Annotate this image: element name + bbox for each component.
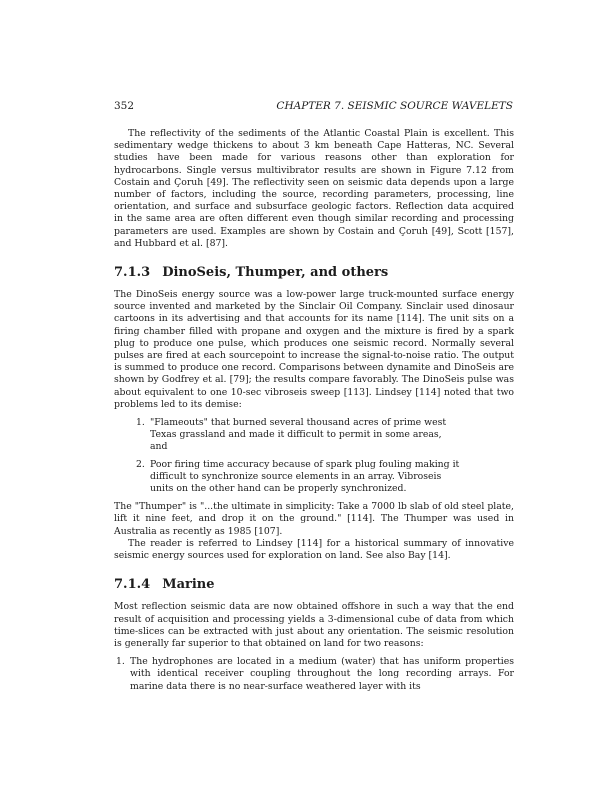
list-item-text: "Flameouts" that burned several thousand acres of prime west Texas grassland and made it difficult to permit in some areas, and <box>150 417 447 453</box>
section-heading-7-1-4 <box>114 577 514 593</box>
section-heading-7-1-3 <box>114 265 514 281</box>
page-body <box>114 128 514 693</box>
marine-paragraph: Most reflection seismic data are now obtained offshore in such a way that the end result of acquisition and processing yields a 3-dimensional cube of data from which time-slices can be extracted with just about any orientation. The seismic resolution is generally far superior to that obtained on land for two reasons: <box>114 601 514 649</box>
list-item <box>114 417 514 454</box>
list-item <box>114 656 514 693</box>
list-item-text: Poor firing time accuracy because of spark plug fouling making it difficult to synchronize source elements in an array. Vibroseis units on the other hand can be properly synchronized. <box>150 458 460 495</box>
chapter-title: CHAPTER 7. SEISMIC SOURCE WAVELETS <box>276 100 513 112</box>
demise-problems-list <box>114 417 514 495</box>
page-number: 352 <box>114 100 135 112</box>
section-title: DinoSeis, Thumper, and others <box>162 265 389 281</box>
section-number: 7.1.3 <box>114 265 151 281</box>
reader-paragraph: The reader is referred to Lindsey [114] for a historical summary of innovative seismic energy sources used for exploration on land. See also Bay [14]. <box>114 537 514 562</box>
thumper-paragraph: The "Thumper" is "...the ultimate in simplicity: Take a 7000 lb slab of old steel plate, lift it nine feet, and drop it on the ground." [114]. The Thumper was used in Australia as recently as 1985 [107]. <box>114 501 514 537</box>
list-item-text: The hydrophones are located in a medium (water) that has uniform properties with identical receiver coupling throughout the long recording arrays. For marine data there is no near-surface weathered layer with its <box>130 656 514 692</box>
list-item-number: 1. <box>136 417 145 429</box>
section-title: Marine <box>162 577 215 593</box>
section-number: 7.1.4 <box>114 577 151 593</box>
list-item <box>114 459 514 496</box>
list-item-number: 1. <box>116 656 125 668</box>
running-header <box>114 100 513 112</box>
intro-paragraph: The reflectivity of the sediments of the Atlantic Coastal Plain is excellent. This sedimentary wedge thickens to about 3 km beneath Cape Hatteras, NC. Several studies have been made for various reasons other than exploration for hydrocarbons. Single versus multivibrator results are shown in Figure 7.12 from Costain and Çoruh [49]. The reflectivity seen on seismic data depends upon a large number of factors, including the source, recording parameters, processing, line orientation, and surface and subsurface geologic factors. Reflection data acquired in the same area are often different even though similar recording and processing parameters are used. Examples are shown by Costain and Çoruh [49], Scott [157], and Hubbard et al. [87]. <box>114 128 514 249</box>
dinoseis-paragraph: The DinoSeis energy source was a low-power large truck-mounted surface energy source invented and marketed by the Sinclair Oil Company. Sinclair used dinosaur cartoons in its advertising and that accounts for its name [114]. The unit sits on a firing chamber filled with propane and oxygen and the mixture is fired by a spark plug to produce one pulse, which produces one seismic record. Normally several pulses are fired at each sourcepoint to increase the signal-to-noise ratio. The output is summed to produce one record. Comparisons between dynamite and DinoSeis are shown by Godfrey et al. [79]; the results compare favorably. The DinoSeis pulse was about equivalent to one 10-sec vibroseis sweep [113]. Lindsey [114] noted that two problems led to its demise: <box>114 289 514 410</box>
marine-reasons-list <box>114 656 514 693</box>
list-item-number: 2. <box>136 458 145 470</box>
